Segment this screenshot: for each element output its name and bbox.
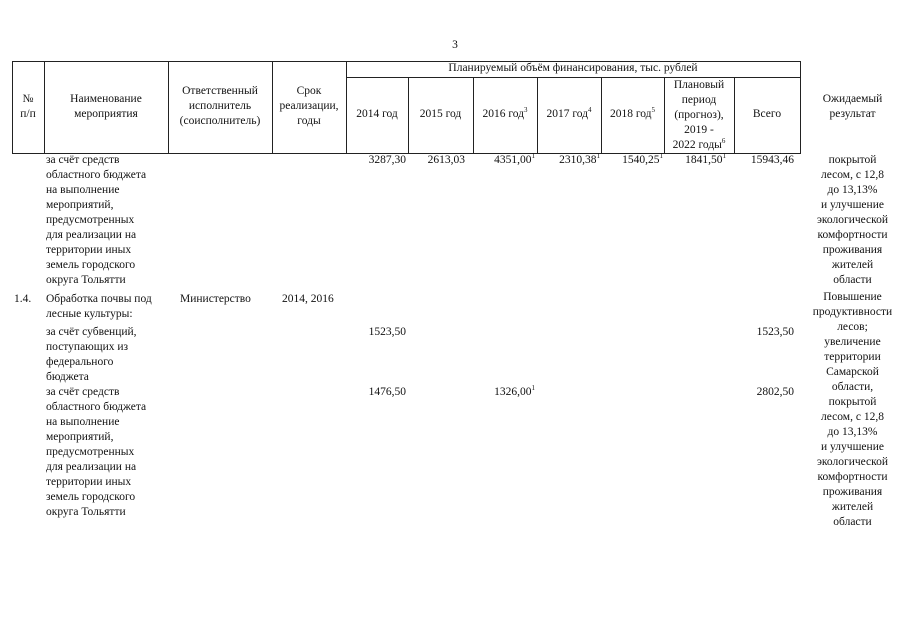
header-name: Наименование мероприятия [70, 93, 142, 120]
row-cont-2015: 2613,03 [427, 154, 465, 166]
header-result: Ожидаемый результат [822, 93, 883, 120]
row-cont-2017: 2310,38$^1$ [559, 152, 600, 166]
row-14-sub1-total: 1523,50 [756, 326, 794, 338]
header-term: Срок реализации, годы [279, 85, 339, 127]
row-cont-2018: 1540,25$^1$ [622, 152, 663, 166]
row-14-sub1-name: за счёт субвенций, поступающих из федерального бюджета [46, 326, 137, 383]
row-cont-total: 15943,46 [750, 154, 794, 166]
header-num: № п/п [20, 93, 36, 120]
header-responsible: Ответственный исполнитель (соисполнитель) [179, 85, 261, 127]
row-14-num: 1.4. [14, 293, 32, 305]
page-number: 3 [452, 39, 458, 51]
header-2014: 2014 год [356, 108, 398, 120]
row-14-term: 2014, 2016 [282, 293, 334, 305]
row-14-sub2-name: за счёт средств областного бюджета на выполнение мероприятий, предусмотренных для реализации на территории иных земель городского округа Тольятти [46, 386, 147, 518]
header-plan: Плановый период (прогноз), 2019 - 2022 годы$^6$ [672, 79, 726, 151]
row-14-sub1-2014: 1523,50 [368, 326, 406, 338]
row-cont-plan: 1841,50$^1$ [685, 152, 726, 166]
row-cont-result: покрытой лесом, с 12,8 до 13,13% и улучшение экологической комфортности проживания жителей области [816, 154, 889, 286]
row-14-title: Обработка почвы под лесные культуры: [46, 293, 152, 320]
row-cont-name: за счёт средств областного бюджета на выполнение мероприятий, предусмотренных для реализации на территории иных земель городского округа Тольятти [46, 154, 147, 286]
header-total: Всего [752, 108, 782, 120]
row-cont-2014: 3287,30 [368, 154, 406, 166]
row-14-sub2-2016: 1326,00$^1$ [494, 384, 535, 398]
header-financing: Планируемый объём финансирования, тыс. рублей [448, 62, 698, 74]
header-2016: 2016 год$^3$ [482, 106, 528, 120]
header-2015: 2015 год [419, 108, 462, 120]
header-2017: 2017 год$^4$ [546, 106, 592, 120]
row-cont-2016: 4351,00$^1$ [494, 152, 535, 166]
row-14-result: Повышение продуктивности лесов; увеличение территории Самарской области, покрытой лесом, с 12,8 до 13,13% и улучшение экологической комфортности проживания жителей области [812, 291, 893, 528]
row-14-sub2-2014: 1476,50 [368, 386, 406, 398]
row-14-responsible: Министерство [180, 293, 251, 305]
row-14-sub2-total: 2802,50 [756, 386, 794, 398]
header-2018: 2018 год$^5$ [609, 106, 656, 120]
